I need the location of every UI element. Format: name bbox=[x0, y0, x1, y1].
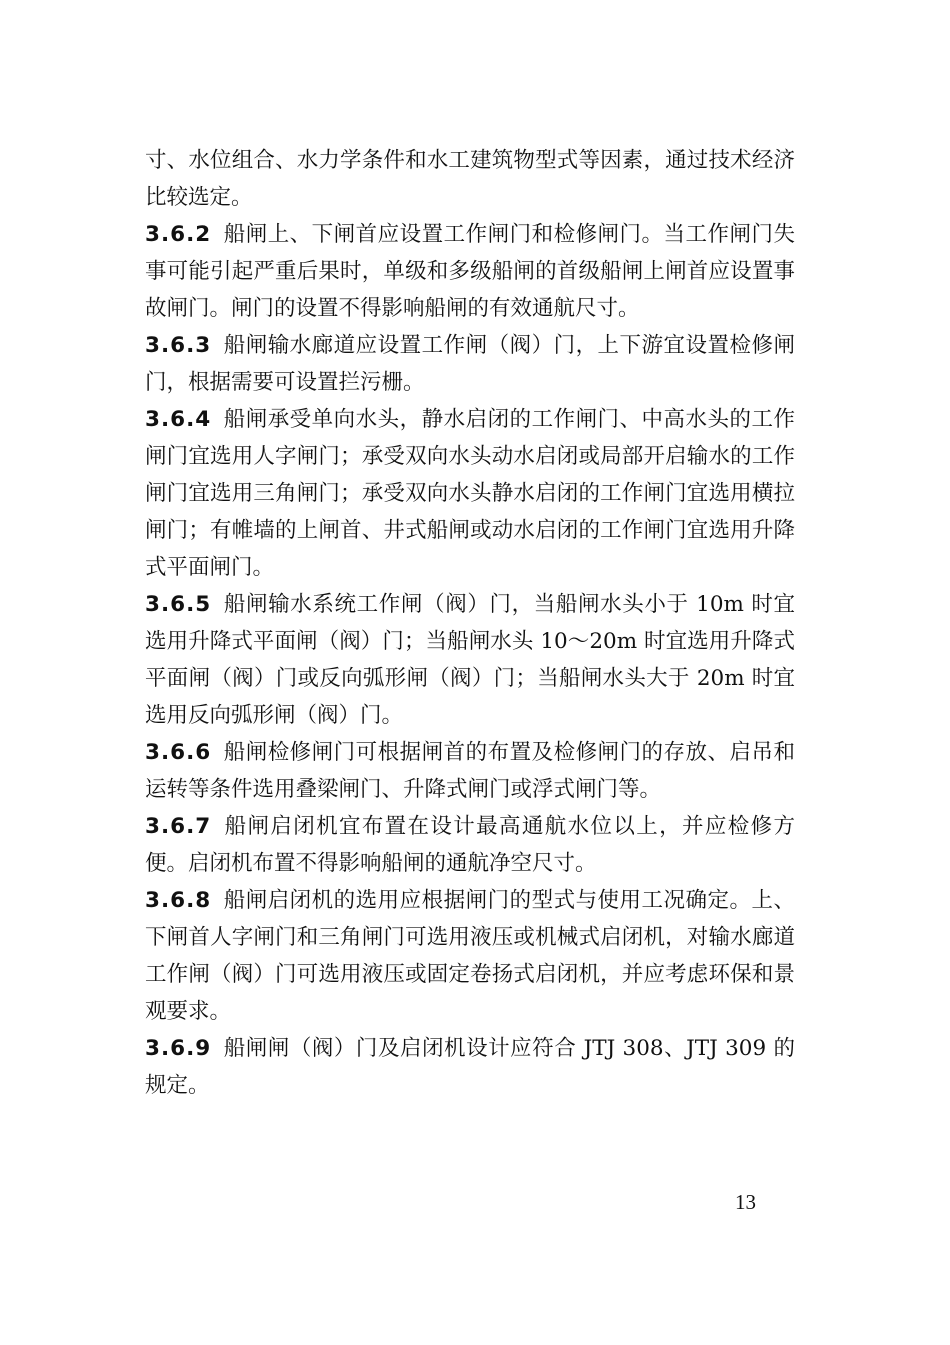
clause-3-6-4 bbox=[145, 401, 795, 586]
clause-number: 3.6.8 bbox=[145, 888, 212, 913]
clause-3-6-7 bbox=[145, 808, 795, 882]
clause-text: 船闸闸（阀）门及启闭机设计应符合 JTJ 308、JTJ 309 的规定。 bbox=[145, 1036, 795, 1098]
clause-number: 3.6.7 bbox=[145, 814, 212, 839]
clause-number: 3.6.4 bbox=[145, 407, 212, 432]
clause-text: 船闸输水系统工作闸（阀）门，当船闸水头小于 10m 时宜选用升降式平面闸（阀）门；当船闸水头 10～20m 时宜选用升降式平面闸（阀）门或反向弧形闸（阀）门；当船闸水头大于 20m 时宜选用反向弧形闸（阀）门。 bbox=[145, 592, 795, 728]
clause-3-6-9 bbox=[145, 1030, 795, 1104]
clause-number: 3.6.6 bbox=[145, 740, 212, 765]
clause-text: 船闸输水廊道应设置工作闸（阀）门，上下游宜设置检修闸门，根据需要可设置拦污栅。 bbox=[145, 333, 795, 395]
page-number: 13 bbox=[735, 1190, 756, 1214]
clause-text: 船闸启闭机的选用应根据闸门的型式与使用工况确定。上、下闸首人字闸门和三角闸门可选用液压或机械式启闭机，对输水廊道工作闸（阀）门可选用液压或固定卷扬式启闭机，并应考虑环保和景观要求。 bbox=[145, 888, 795, 1024]
clause-number: 3.6.2 bbox=[145, 222, 212, 247]
body-text bbox=[145, 142, 795, 1104]
continued-paragraph: 寸、水位组合、水力学条件和水工建筑物型式等因素，通过技术经济比较选定。 bbox=[145, 148, 795, 210]
clause-3-6-6 bbox=[145, 734, 795, 808]
clause-3-6-3 bbox=[145, 327, 795, 401]
clause-text: 船闸上、下闸首应设置工作闸门和检修闸门。当工作闸门失事可能引起严重后果时，单级和多级船闸的首级船闸上闸首应设置事故闸门。闸门的设置不得影响船闸的有效通航尺寸。 bbox=[145, 222, 795, 321]
clause-text: 船闸启闭机宜布置在设计最高通航水位以上，并应检修方便。启闭机布置不得影响船闸的通航净空尺寸。 bbox=[145, 814, 795, 876]
clause-number: 3.6.3 bbox=[145, 333, 212, 358]
clause-text: 船闸承受单向水头，静水启闭的工作闸门、中高水头的工作闸门宜选用人字闸门；承受双向水头动水启闭或局部开启输水的工作闸门宜选用三角闸门；承受双向水头静水启闭的工作闸门宜选用横拉闸门；有帷墙的上闸首、井式船闸或动水启闭的工作闸门宜选用升降式平面闸门。 bbox=[145, 407, 795, 580]
clause-text: 船闸检修闸门可根据闸首的布置及检修闸门的存放、启吊和运转等条件选用叠梁闸门、升降式闸门或浮式闸门等。 bbox=[145, 740, 795, 802]
clause-number: 3.6.5 bbox=[145, 592, 212, 617]
clause-3-6-8 bbox=[145, 882, 795, 1030]
clause-number: 3.6.9 bbox=[145, 1036, 212, 1061]
clause-3-6-5 bbox=[145, 586, 795, 734]
clause-3-6-2 bbox=[145, 216, 795, 327]
